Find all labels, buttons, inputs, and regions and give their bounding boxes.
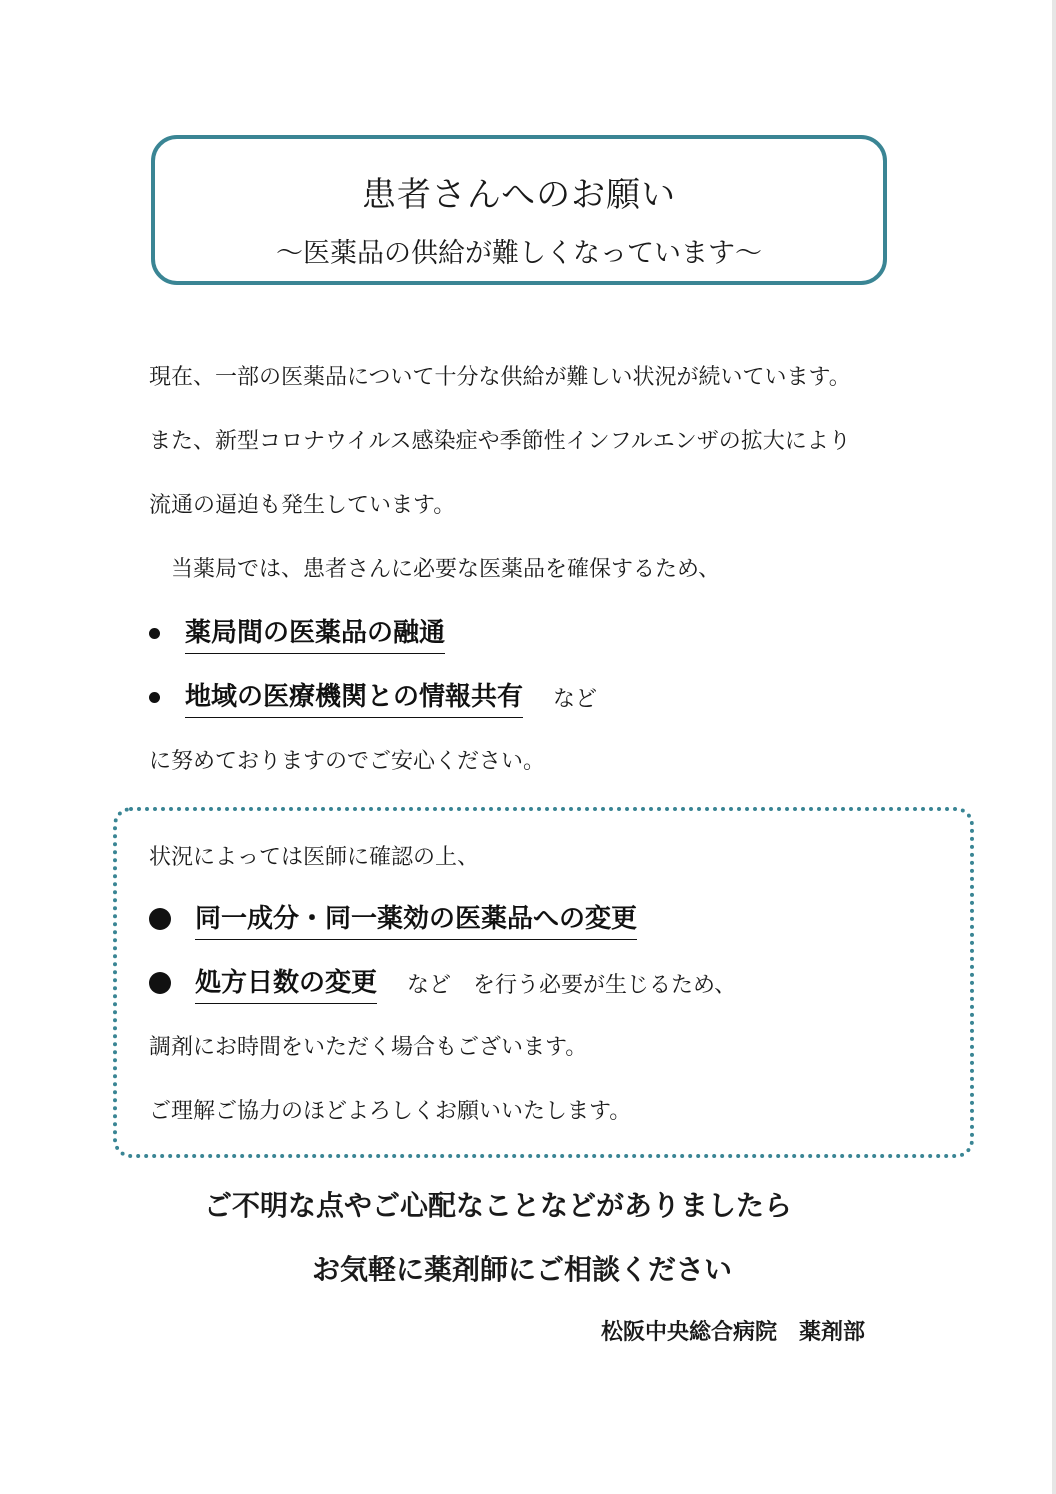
effort-item: [149, 612, 445, 654]
closing-line-2: お気軽に薬剤師にご相談ください: [312, 1253, 733, 1286]
effort-item-label: 地域の医療機関との情報共有: [185, 676, 523, 718]
notice-lead: 状況によっては医師に確認の上、: [149, 845, 480, 870]
notice-thanks-line: ご理解ご協力のほどよろしくお願いいたします。: [149, 1099, 632, 1124]
bullet-icon: [149, 908, 171, 930]
intro-line-1: 現在、一部の医薬品について十分な供給が難しい状況が続いています。: [149, 365, 851, 390]
notice-item-label: 同一成分・同一薬効の医薬品への変更: [195, 898, 637, 940]
intro-line-4: 当薬局では、患者さんに必要な医薬品を確保するため、: [149, 557, 721, 582]
notice-item-suffix: など を行う必要が生じるため、: [407, 972, 737, 998]
page-edge: [1052, 0, 1056, 1494]
closing-line-1: ご不明な点やご心配なことなどがありましたら: [204, 1189, 793, 1222]
notice-item: [149, 898, 637, 940]
intro-line-3: 流通の逼迫も発生しています。: [149, 493, 456, 518]
page-title: 患者さんへのお願い: [361, 175, 677, 215]
intro-line-2: また、新型コロナウイルス感染症や季節性インフルエンザの拡大により: [149, 429, 851, 454]
notice-wait-line: 調剤にお時間をいただく場合もございます。: [149, 1035, 588, 1060]
bullet-icon: [149, 972, 171, 994]
bullet-icon: [149, 692, 160, 703]
effort-item: [149, 676, 597, 718]
signature: 松阪中央総合病院 薬剤部: [601, 1320, 866, 1345]
notice-item: [149, 962, 736, 1004]
effort-conclusion: に努めておりますのでご安心ください。: [149, 749, 546, 774]
notice-item-label: 処方日数の変更: [195, 962, 377, 1004]
bullet-icon: [149, 628, 160, 639]
page-subtitle: ～医薬品の供給が難しくなっています～: [276, 238, 762, 269]
effort-item-suffix: など: [553, 686, 598, 712]
title-box: [151, 135, 887, 285]
effort-item-label: 薬局間の医薬品の融通: [185, 612, 445, 654]
